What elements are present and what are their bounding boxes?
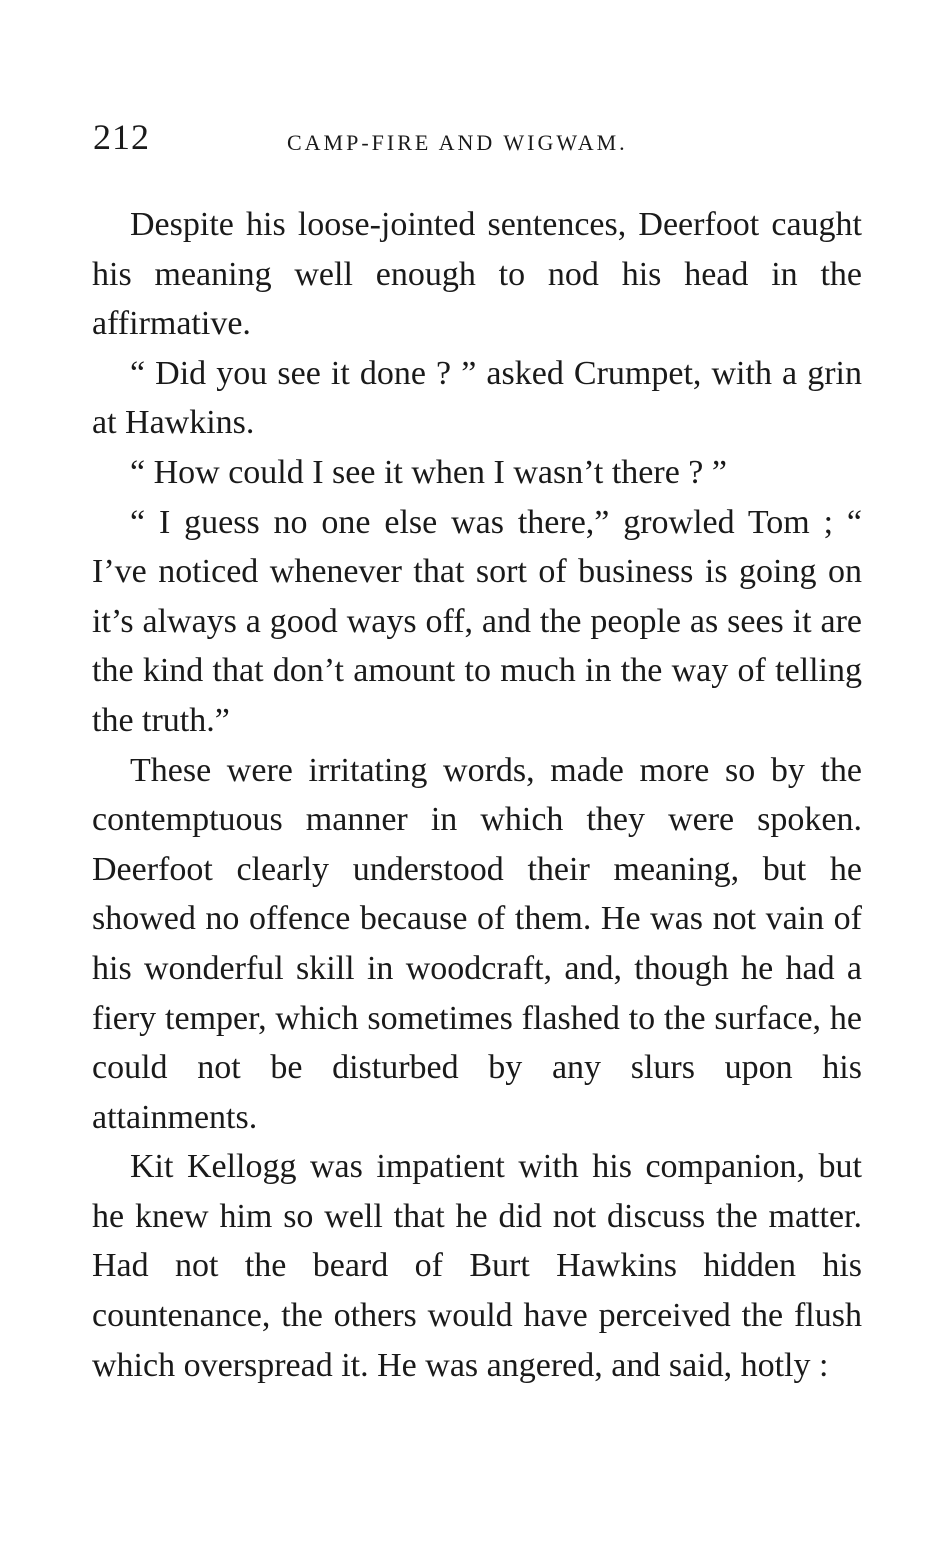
body-text — [92, 200, 862, 1390]
page-number: 212 — [93, 117, 150, 157]
running-title: CAMP-FIRE AND WIGWAM. — [287, 130, 628, 155]
paragraph: “ I guess no one else was there,” growled Tom ; “ I’ve noticed whenever that sort of business is going on it’s always a good ways off, and the people as sees it are the kind that don’t amount to much in the way of telling the truth.” — [92, 503, 862, 739]
paragraph: “ How could I see it when I wasn’t there ? ” — [130, 453, 727, 491]
paragraph: “ Did you see it done ? ” asked Crumpet, with a grin at Hawkins. — [92, 354, 862, 442]
paragraph: These were irritating words, made more so by the contemptuous manner in which they were spoken. Deerfoot clearly understood their meaning, but he showed no offence because of them. He was not vain of his wonderful skill in woodcraft, and, though he had a fiery temper, which sometimes flashed to the surface, he could not be disturbed by any slurs upon his attainments. — [92, 751, 862, 1136]
paragraph: Kit Kellogg was impatient with his companion, but he knew him so well that he did not discuss the matter. Had not the beard of Burt Hawkins hidden his countenance, the others would have perceived the flush which overspread it. He was angered, and said, hotly : — [92, 1148, 862, 1384]
page-header — [93, 112, 863, 162]
paragraph: Despite his loose-jointed sentences, Deerfoot caught his meaning well enough to nod his head in the affirmative. — [92, 206, 862, 343]
